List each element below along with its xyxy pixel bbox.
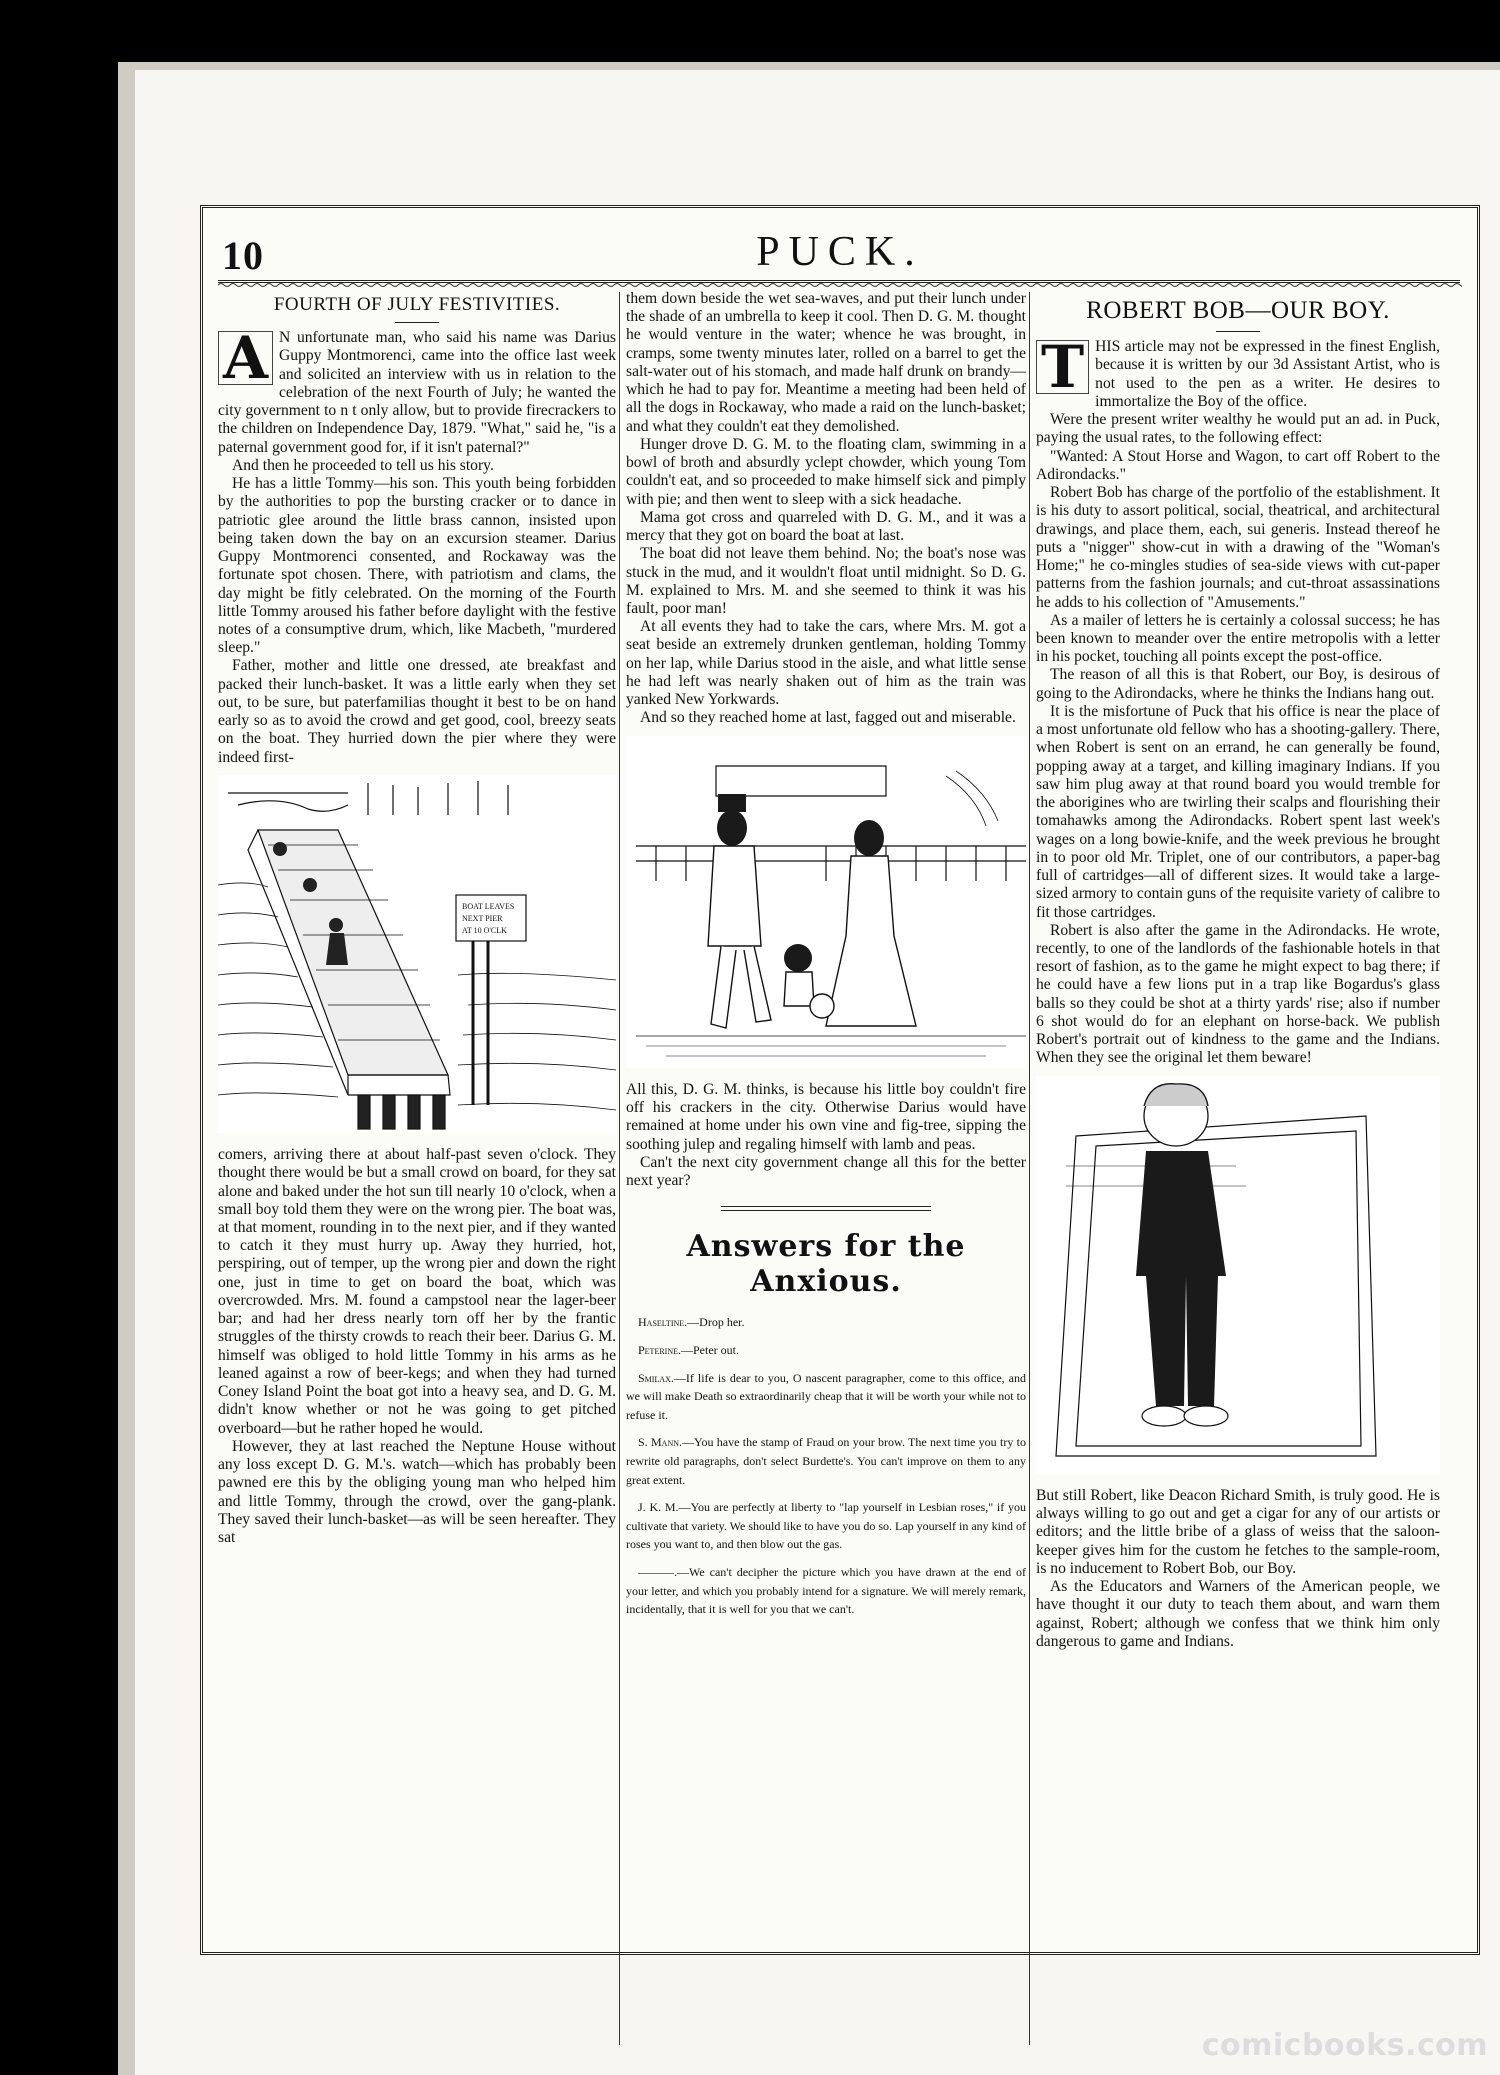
article-paragraph: "Wanted: A Stout Horse and Wagon, to cart off Robert to the Adirondacks." [1036,447,1440,483]
column-continuation [626,290,1026,2045]
section-separator [721,1206,931,1211]
article-paragraph: The reason of all this is that Robert, our Boy, is desirous of going to the Adirondacks, where he thinks the Indians hang out. [1036,666,1440,702]
answer-item: Peterine.—Peter out. [638,1343,739,1358]
article-paragraph: The boat did not leave them behind. No; the boat's nose was stuck in the mud, and it wouldn't float until midnight. So D. G. M. explained to Mrs. M. and she seemed to think it was his fault, poor man! [626,545,1026,617]
article-title: FOURTH OF JULY FESTIVITIES. [273,294,561,315]
article-paragraph: It is the misfortune of Puck that his office is near the place of a most unfortunate old fellow who has a shooting-gallery. There, when Robert is sent on an errand, he can generally be found, popping away at a target, and killing imaginary Indians. If you saw him plug away at that round board you would tremble for the aborigines who are twirling their scalps and flourishing their tomahawks among the Adirondacks. Robert spent last week's wages on a long bowie-knife, and the week previous he brought in to poor old Mr. Triplet, one of our contributors, a paper-bag full of cartridges—all of different sizes. It would take a large-sized armory to contain guns of the requisite variety of calibre to fit those cartridges. [1036,702,1441,921]
drop-cap: A [218,331,273,385]
drop-cap: T [1036,340,1089,394]
answers-heading: Answers for the Anxious. [686,1229,966,1300]
article-paragraph: Were the present writer wealthy he would put an ad. in Puck, paying the usual rates, to the following effect: [1036,411,1440,447]
article-paragraph: But still Robert, like Deacon Richard Smith, is truly good. He is always willing to go out and get a cigar for any of our artists or editors; and the little bribe of a glass of weiss that the saloon-keeper gives him for the custom he fetches to the sample-room, is no inducement to Robert Bob, our Boy. [1036,1486,1440,1577]
article-paragraph: Hunger drove D. G. M. to the floating clam, swimming in a bowl of broth and absurdly yclept chowder, which young Tom couldn't eat, and so proceeded to make himself sick and pimply with pie; and then went to sleep with a sick headache. [626,435,1026,508]
answer-item: Smilax.—If life is dear to you, O nascent paragrapher, come to this office, and we will make Death so extraordinarily cheap that it will be worth your while not to refuse it. [626,1370,1026,1422]
article-paragraph: T HIS article may not be expressed in the finest English, because it is written by our 3d Assistant Artist, who is not used to the pen as a writer. He desires to immortalize the Boy of the office. [1036,338,1440,411]
article-paragraph: All this, D. G. M. thinks, is because his little boy couldn't fire off his crackers in the city. Otherwise Darius would have remained at home under his own vine and fig-tree, sipping the soothing julep and regaling himself with lamb and peas. [626,1080,1026,1153]
article-paragraph: At all events they had to take the cars, where Mrs. M. got a seat beside an extremely drunken gentleman, holding Tommy on her lap, while Darius stood in the aisle, and what little sense he had left was nearly shaken out of him as the train was yanked New Yorkwards. [626,618,1026,709]
article-paragraph: As the Educators and Warners of the American people, we have thought it our duty to teach them about, and warn them against, Robert; although we confess that we think him only dangerous to game and Indians. [1036,1578,1440,1650]
column-fourth-of-july [218,290,616,2045]
answer-item: S. Mann.—You have the stamp of Fraud on your brow. The next time you try to rewrite old paragraphs, don't select Burdette's. You can't improve on them to any great extent. [626,1435,1026,1487]
article-paragraph: A N unfortunate man, who said his name was Darius Guppy Montmorenci, came into the office last week and solicited an interview with us in relation to the celebration of the next Fourth of July; he wanted the city government to n t only allow, but to provide firecrackers to the children on Independence Day, 1879. "What," said he, "is a paternal government good for, if it isn't paternal?" [218,324,616,456]
article-paragraph: And then he proceeded to tell us his story. [232,456,494,474]
answer-item: Haseltine.—Drop her. [638,1315,745,1330]
article-paragraph: Can't the next city government change all this for the better next year? [626,1153,1026,1190]
answers-list [626,1313,1026,1618]
column-rule [619,292,620,2045]
title-dash [1216,331,1260,332]
family-walking-illustration [626,736,1026,1068]
article-paragraph: Robert is also after the game in the Adirondacks. He wrote, recently, to one of the landlords of the fashionable hotels in that resort of fashion, as to the game he might expect to bag there; if he could have a few lions put in a trap like Bogardus's glass balls so they could be shot at a thirty yards' rise; also if number 6 shot would do for an elephant on horse-back. We publish Robert's portrait out of kindness to the game and the Indians. When they see the original let them beware! [1036,921,1440,1067]
pier-illustration [218,775,616,1133]
header-wavy-rule [218,282,1462,288]
article-paragraph: And so they reached home at last, fagged out and miserable. [640,709,1016,727]
article-paragraph: He has a little Tommy—his son. This youth being forbidden by the authorities to pop the bursting cracker or to dance in patriotic glee around the little brass cannon, insisted upon being taken down the bay on an excursion steamer. Darius Guppy Montmorenci consented, and Rockaway was the fortunate spot chosen. There, with patriotism and clams, the day might be fitly celebrated. On the morning of the Fourth little Tommy aroused his father before daylight with the festive notes of a consumptive drum, which, like Macbeth, "murdered sleep." [218,475,616,657]
answer-item: J. K. M.—You are perfectly at liberty to "lap yourself in Lesbian roses," if you cultivate that variety. We should like to have you do so. Lap yourself in any kind of roses you want to, and then blow out the gas. [626,1500,1026,1552]
article-paragraph: Mama got cross and quarreled with D. G. M., and it was a mercy that they got on board the boat at last. [626,508,1026,545]
page-number: 10 [222,233,264,278]
watermark: comicbooks.com [1201,2028,1488,2063]
pier-sign: BOAT LEAVES NEXT PIER AT 10 O'CLK [462,901,515,935]
article-paragraph: comers, arriving there at about half-past seven o'clock. They thought there would be but a small crowd on board, for they sat alone and baked under the hot sun till nearly 10 o'clock, when a small boy told them they were on the wrong pier. The boat was, at that moment, rounding in to the next pier, and if they wanted to catch it they must hurry up. Away they hurried, hot, perspiring, out of temper, up the wrong pier and down the right one, just in time to get on board the boat, which was overcrowded. Mrs. M. found a campstool near the lager-beer bar; and had her dress nearly torn off her by the frantic struggles of the thirsty crowds to reach their beer. Darius G. M. himself was obliged to hold little Tommy in his arms as he leaned against a row of beer-kegs; and when they had turned Coney Island Point the boat got into a heavy sea, and D. G. M. didn't know whether or not he was going to get pitched overboard—but he rather hoped he would. [218,1146,616,1437]
article-paragraph: Robert Bob has charge of the portfolio of the establishment. It is his duty to assort political, social, theatrical, and architectural drawings, and place them, each, sui generis. Instead thereof he puts a "nigger" show-cut in with a drawing of the "Woman's Home;" he co-mingles studies of sea-side views with cut-paper patterns from the fashion journals; and cut-throat assassinations he adds to his collection of "Amusements." [1036,484,1440,611]
answer-item: ———.—We can't decipher the picture which you have drawn at the end of your letter, and which you probably intend for a signature. We will merely remark, incidentally, that it is well for you that we can't. [626,1564,1026,1617]
column-rule [1029,292,1030,2045]
article-paragraph: Father, mother and little one dressed, ate breakfast and packed their lunch-basket. It was a little early when they set out, to be sure, but paterfamilias thought it best to be on hand early so as to avoid the crowd and get good, cool, breezy seats on the boat. They hurried down the pier where they were indeed first- [218,657,616,766]
column-robert-bob [1036,290,1440,2045]
title-dash [395,322,439,323]
article-title: ROBERT BOB—OUR BOY. [1086,297,1390,324]
robert-portrait-illustration [1036,1076,1440,1474]
article-paragraph: them down beside the wet sea-waves, and put their lunch under the shade of an umbrella to keep it cool. Then D. G. M. thought he would venture in the water; whence he was brought, in cramps, some twenty minutes later, rolled on a barrel to get the salt-water out of his stomach, and made half drunk on brandy—which he had to pay for. Meantime a meeting had been held of all the dogs in Rockaway, who made a raid on the lunch-basket; and what they couldn't eat they demolished. [626,290,1026,435]
article-paragraph: However, they at last reached the Neptune House without any loss except D. G. M.'s. watch—which has probably been pawned ere this by the obliging young man who helped him and little Tommy, through the crowd, over the gang-plank. They saved their lunch-basket—as will be seen hereafter. They sat [218,1437,616,1546]
article-paragraph: As a mailer of letters he is certainly a colossal success; he has been known to meander over the entire metropolis with a letter in his pocket, touching all points except the post-office. [1036,611,1440,666]
masthead-title: PUCK. [756,229,924,275]
